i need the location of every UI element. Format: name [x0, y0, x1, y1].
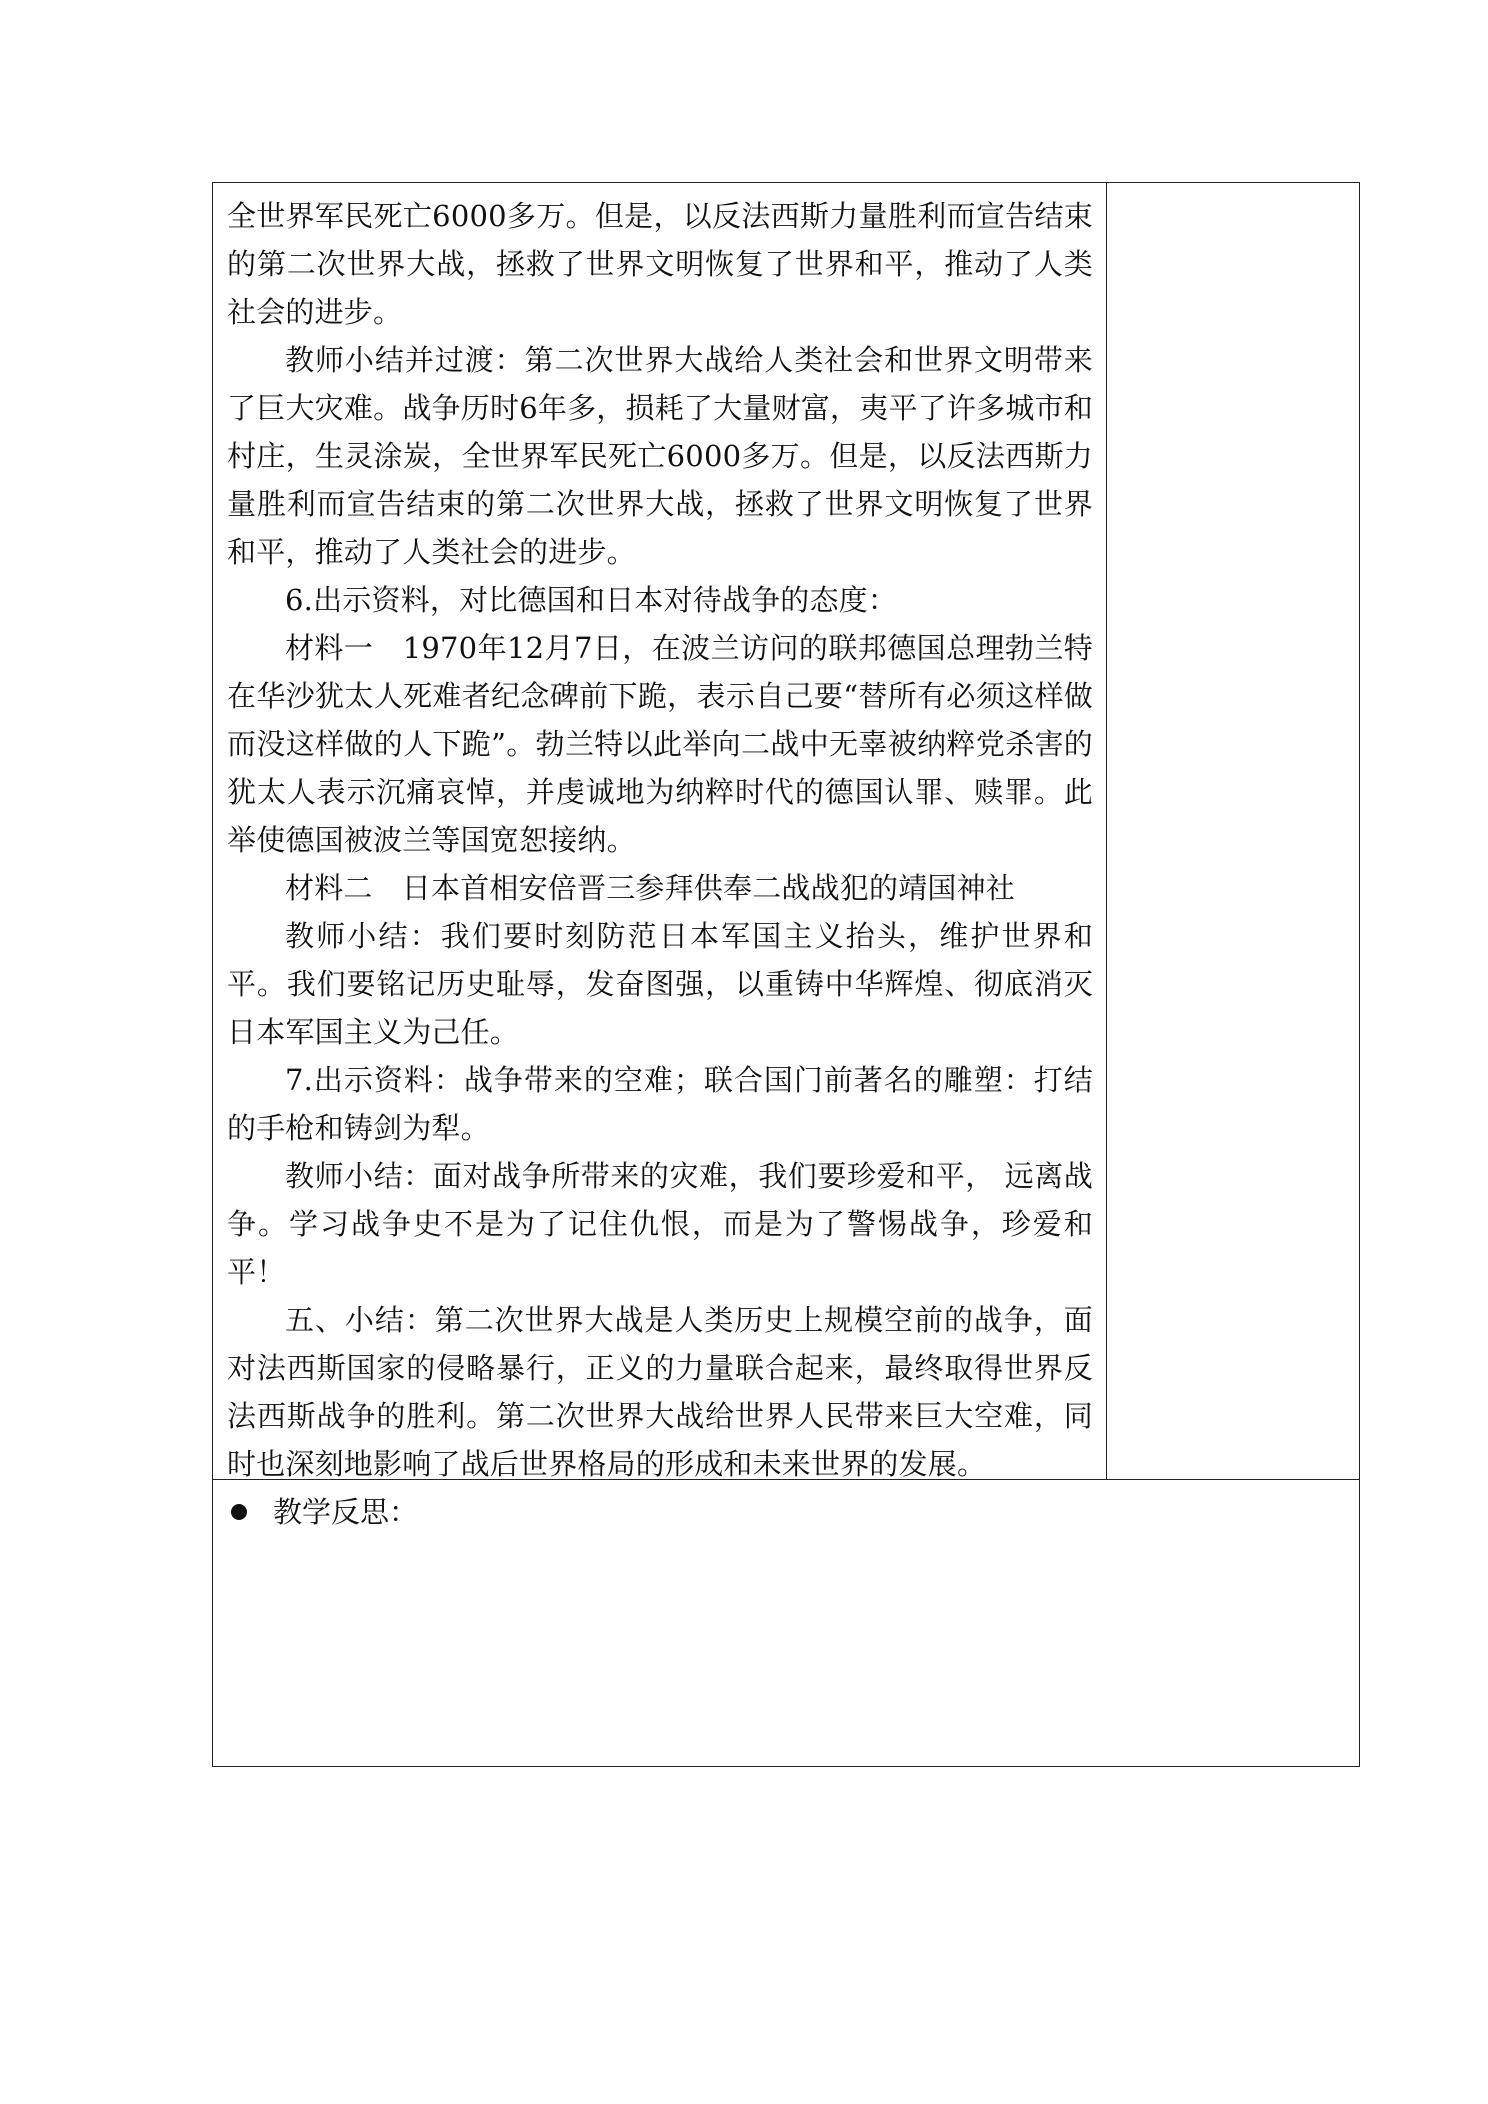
lesson-content-cell: [213, 183, 1107, 1480]
reflection-cell: [213, 1480, 1359, 1766]
reflection-label: 教学反思：: [273, 1495, 419, 1529]
paragraph-8: 教师小结：面对战争所带来的灾难，我们要珍爱和平， 远离战争。学习战争史不是为了记住仇恨，而是为了警惕战争，珍爱和平！: [227, 1159, 1093, 1289]
bullet-icon: [231, 1504, 247, 1520]
paragraph-7: 7.出示资料：战争带来的空难；联合国门前著名的雕塑：打结的手枪和铸剑为犁。: [227, 1063, 1093, 1145]
paragraph-9: 五、小结：第二次世界大战是人类历史上规模空前的战争，面对法西斯国家的侵略暴行，正义的力量联合起来，最终取得世界反法西斯战争的胜利。第二次世界大战给世界人民带来巨大空难，同时也深刻地影响了战后世界格局的形成和未来世界的发展。: [227, 1303, 1093, 1481]
lesson-plan-table: [212, 182, 1360, 1767]
paragraph-2: 教师小结并过渡：第二次世界大战给人类社会和世界文明带来了巨大灾难。战争历时6年多，损耗了大量财富，夷平了许多城市和村庄，生灵涂炭，全世界军民死亡6000多万。但是，以反法西斯力量胜利而宣告结束的第二次世界大战，拯救了世界文明恢复了世界和平，推动了人类社会的进步。: [227, 343, 1093, 569]
reflection-heading: [231, 1492, 418, 1532]
lesson-content: [227, 192, 1093, 1488]
paragraph-4: 材料一 1970年12月7日，在波兰访问的联邦德国总理勃兰特在华沙犹太人死难者纪念碑前下跪，表示自己要“替所有必须这样做而没这样做的人下跪”。勃兰特以此举向二战中无辜被纳粹党杀害的犹太人表示沉痛哀悼，并虔诚地为纳粹时代的德国认罪、赎罪。此举使德国被波兰等国宽恕接纳。: [227, 631, 1093, 857]
paragraph-1: 全世界军民死亡6000多万。但是，以反法西斯力量胜利而宣告结束的第二次世界大战，拯救了世界文明恢复了世界和平，推动了人类社会的进步。: [227, 199, 1093, 329]
paragraph-6: 教师小结：我们要时刻防范日本军国主义抬头，维护世界和平。我们要铭记历史耻辱，发奋图强，以重铸中华辉煌、彻底消灭日本军国主义为己任。: [227, 919, 1093, 1049]
notes-cell: [1107, 183, 1359, 1480]
paragraph-5: 材料二 日本首相安倍晋三参拜供奉二战战犯的靖国神社: [285, 871, 1016, 905]
paragraph-3: 6.出示资料，对比德国和日本对待战争的态度：: [285, 583, 898, 617]
